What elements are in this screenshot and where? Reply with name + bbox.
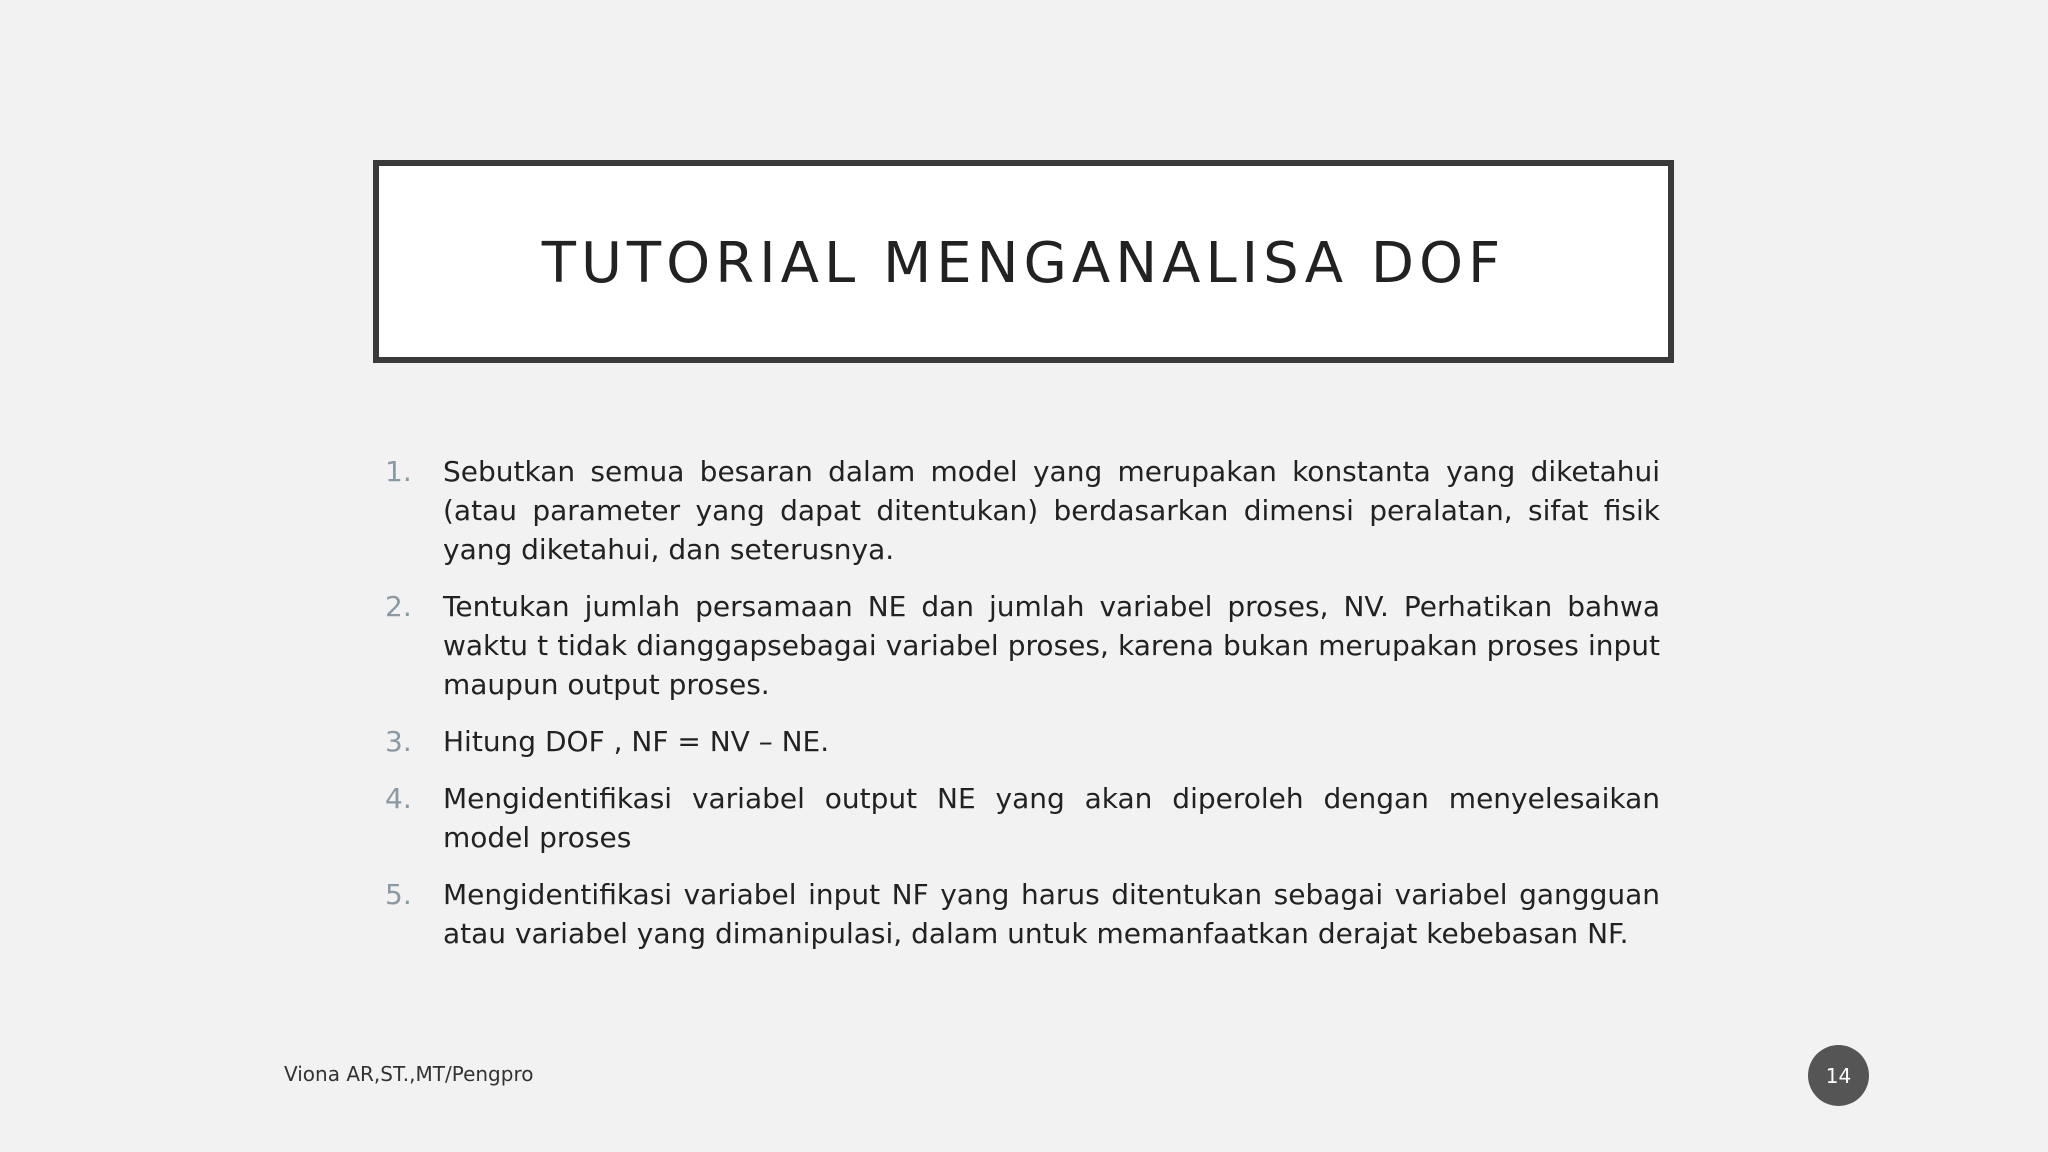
list-item-text: Mengidentifikasi variabel output NE yang akan diperoleh dengan menyelesaikan model proses bbox=[443, 782, 1660, 854]
list-item-number: 3. bbox=[385, 725, 412, 758]
page-number: 14 bbox=[1825, 1063, 1852, 1088]
list-item bbox=[385, 587, 1660, 704]
slide-title: TUTORIAL MENGANALISA DOF bbox=[541, 231, 1506, 296]
list-item bbox=[385, 452, 1660, 569]
list-item-number: 1. bbox=[385, 455, 412, 488]
list-item bbox=[385, 722, 1660, 761]
title-box bbox=[373, 160, 1674, 363]
footer-author: Viona AR,ST.,MT/Pengpro bbox=[284, 1062, 534, 1086]
list-item-text: Tentukan jumlah persamaan NE dan jumlah variabel proses, NV. Perhatikan bahwa waktu t tidak dianggapsebagai variabel proses, karena bukan merupakan proses input maupun output proses. bbox=[443, 590, 1660, 701]
list-item-number: 4. bbox=[385, 782, 412, 815]
list-item-number: 5. bbox=[385, 878, 412, 911]
list-item-text: Hitung DOF , NF = NV – NE. bbox=[443, 725, 830, 758]
page-number-badge bbox=[1808, 1045, 1869, 1106]
step-list bbox=[385, 452, 1660, 971]
list-item bbox=[385, 779, 1660, 857]
list-item-number: 2. bbox=[385, 590, 412, 623]
list-item-text: Sebutkan semua besaran dalam model yang merupakan konstanta yang diketahui (atau parameter yang dapat ditentukan) berdasarkan dimensi peralatan, sifat fisik yang diketahui, dan seterusnya. bbox=[443, 455, 1660, 566]
list-item-text: Mengidentifikasi variabel input NF yang harus ditentukan sebagai variabel gangguan atau variabel yang dimanipulasi, dalam untuk memanfaatkan derajat kebebasan NF. bbox=[443, 878, 1660, 950]
list-item bbox=[385, 875, 1660, 953]
